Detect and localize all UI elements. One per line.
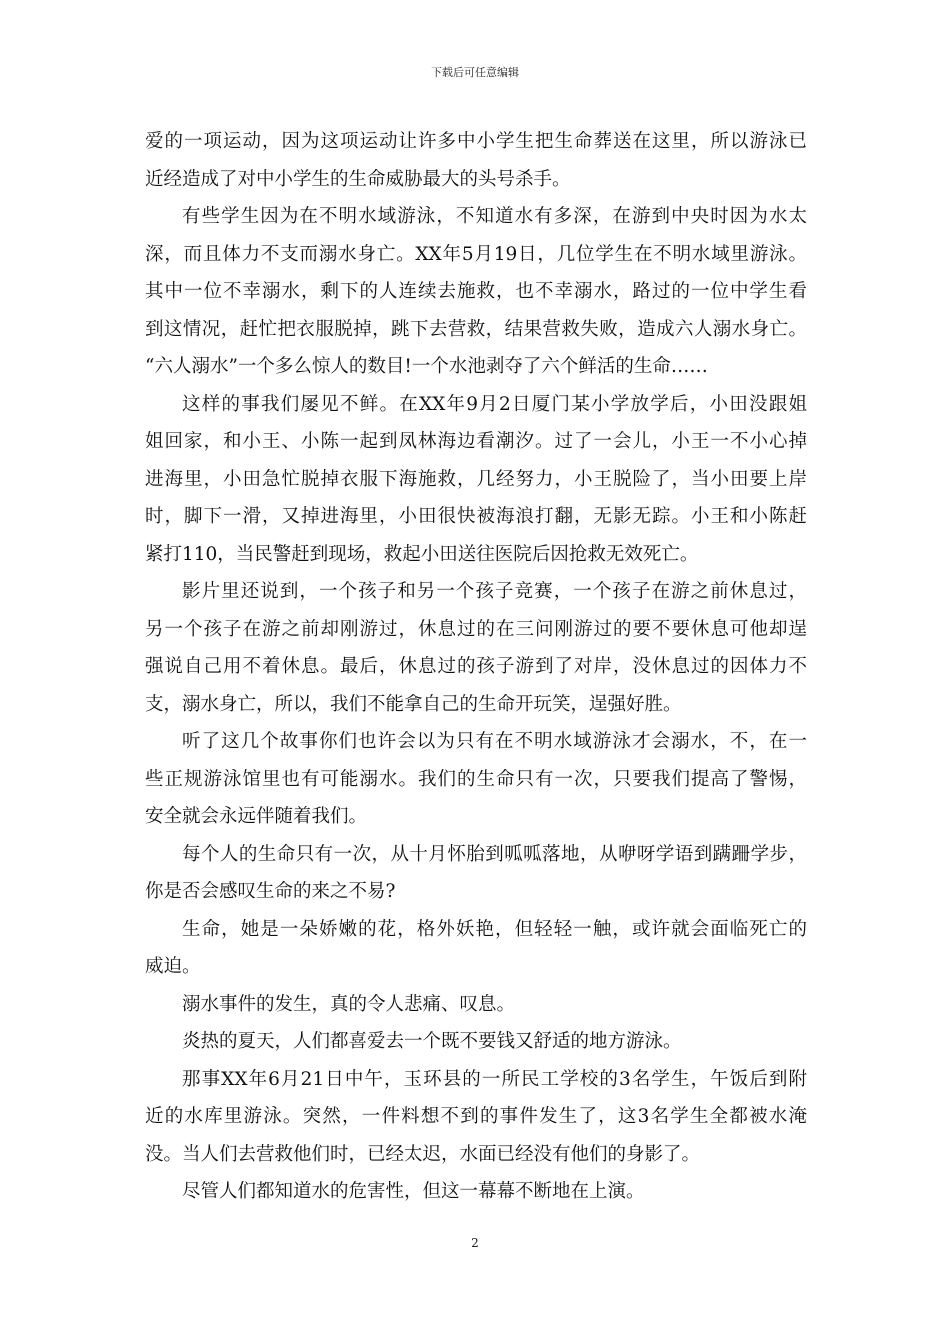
text-line: 有些学生因为在不明水域游泳，不知道水有多深，在游到中央时因为水太	[182, 206, 807, 227]
text-line: 那事XX年6月21日中午，玉环县的一所民工学校的3名学生，午饭后到附	[182, 1068, 807, 1090]
paragraph-8	[145, 986, 807, 1024]
paragraph-10	[145, 1061, 807, 1174]
text-line: 每个人的生命只有一次，从十月怀胎到呱呱落地，从咿呀学语到蹒跚学步，	[182, 843, 807, 865]
text-line: 进海里，小田急忙脱掉衣服下海施救，几经努力，小王脱险了，当小田要上岸	[145, 468, 807, 490]
text-line: 深，而且体力不支而溺水身亡。XX年5月19日，几位学生在不明水域里游泳。	[145, 243, 807, 265]
text-line: 强说自己用不着休息。最后，休息过的孩子游到了对岸，没休息过的因体力不	[145, 656, 807, 677]
text-line: “六人溺水”一个多么惊人的数目!一个水池剥夺了六个鲜活的生命……	[145, 356, 708, 377]
paragraph-11	[145, 1173, 807, 1211]
paragraph-3	[145, 386, 807, 574]
text-line: 听了这几个故事你们也许会以为只有在不明水域游泳才会溺水，不，在一	[182, 731, 807, 752]
page-header: 下载后可任意编辑	[431, 66, 519, 79]
text-line: 爱的一项运动，因为这项运动让许多中小学生把生命葬送在这里，所以游泳已	[145, 131, 807, 152]
text-line: 时，脚下一滑，又掉进海里，小田很快被海浪打翻，无影无踪。小王和小陈赶	[145, 506, 807, 527]
paragraph-5	[145, 723, 807, 836]
paragraph-4	[145, 573, 807, 723]
text-line: 没。当人们去营救他们时，已经太迟，水面已经没有他们的身影了。	[145, 1143, 701, 1165]
text-line: 近的水库里游泳。突然，一件料想不到的事件发生了，这3名学生全都被水淹	[145, 1106, 807, 1127]
paragraph-2	[145, 198, 807, 386]
text-line: 支，溺水身亡，所以，我们不能拿自己的生命开玩笑，逞强好胜。	[145, 693, 682, 715]
text-line: 其中一位不幸溺水，剩下的人连续去施救，也不幸溺水，路过的一位中学生看	[145, 281, 807, 302]
text-line: 尽管人们都知道水的危害性，但这一幕幕不断地在上演。	[182, 1181, 645, 1202]
paragraph-6	[145, 836, 807, 911]
text-line: 近经造成了对中小学生的生命威胁最大的头号杀手。	[145, 168, 571, 190]
text-line: 炎热的夏天，人们都喜爱去一个既不要钱又舒适的地方游泳。	[182, 1031, 682, 1052]
text-line: 姐回家，和小王、小陈一起到凤林海边看潮汐。过了一会儿，小王一不小心掉	[145, 431, 807, 452]
text-line: 到这情况，赶忙把衣服脱掉，跳下去营救，结果营救失败，造成六人溺水身亡。	[145, 318, 807, 340]
text-line: 紧打110，当民警赶到现场，救起小田送往医院后因抢救无效死亡。	[145, 543, 699, 565]
text-line: 威迫。	[145, 956, 201, 977]
text-line: 溺水事件的发生，真的令人悲痛、叹息。	[182, 993, 516, 1015]
paragraph-7	[145, 911, 807, 986]
text-line: 这样的事我们屡见不鲜。在XX年9月2日厦门某小学放学后，小田没跟姐	[182, 393, 807, 415]
text-line: 你是否会感叹生命的来之不易?	[145, 881, 396, 902]
text-line: 些正规游泳馆里也有可能溺水。我们的生命只有一次，只要我们提高了警惕，	[145, 768, 807, 790]
paragraph-9	[145, 1023, 807, 1061]
paragraph-1	[145, 123, 807, 198]
page-number: 2	[471, 1236, 479, 1250]
text-line: 生命，她是一朵娇嫩的花，格外妖艳，但轻轻一触，或许就会面临死亡的	[182, 918, 807, 940]
document-body	[145, 123, 807, 1211]
text-line: 安全就会永远伴随着我们。	[145, 806, 368, 827]
text-line: 影片里还说到，一个孩子和另一个孩子竞赛，一个孩子在游之前休息过，	[182, 581, 807, 602]
text-line: 另一个孩子在游之前却刚游过，休息过的在三问刚游过的要不要休息可他却逞	[145, 618, 807, 640]
